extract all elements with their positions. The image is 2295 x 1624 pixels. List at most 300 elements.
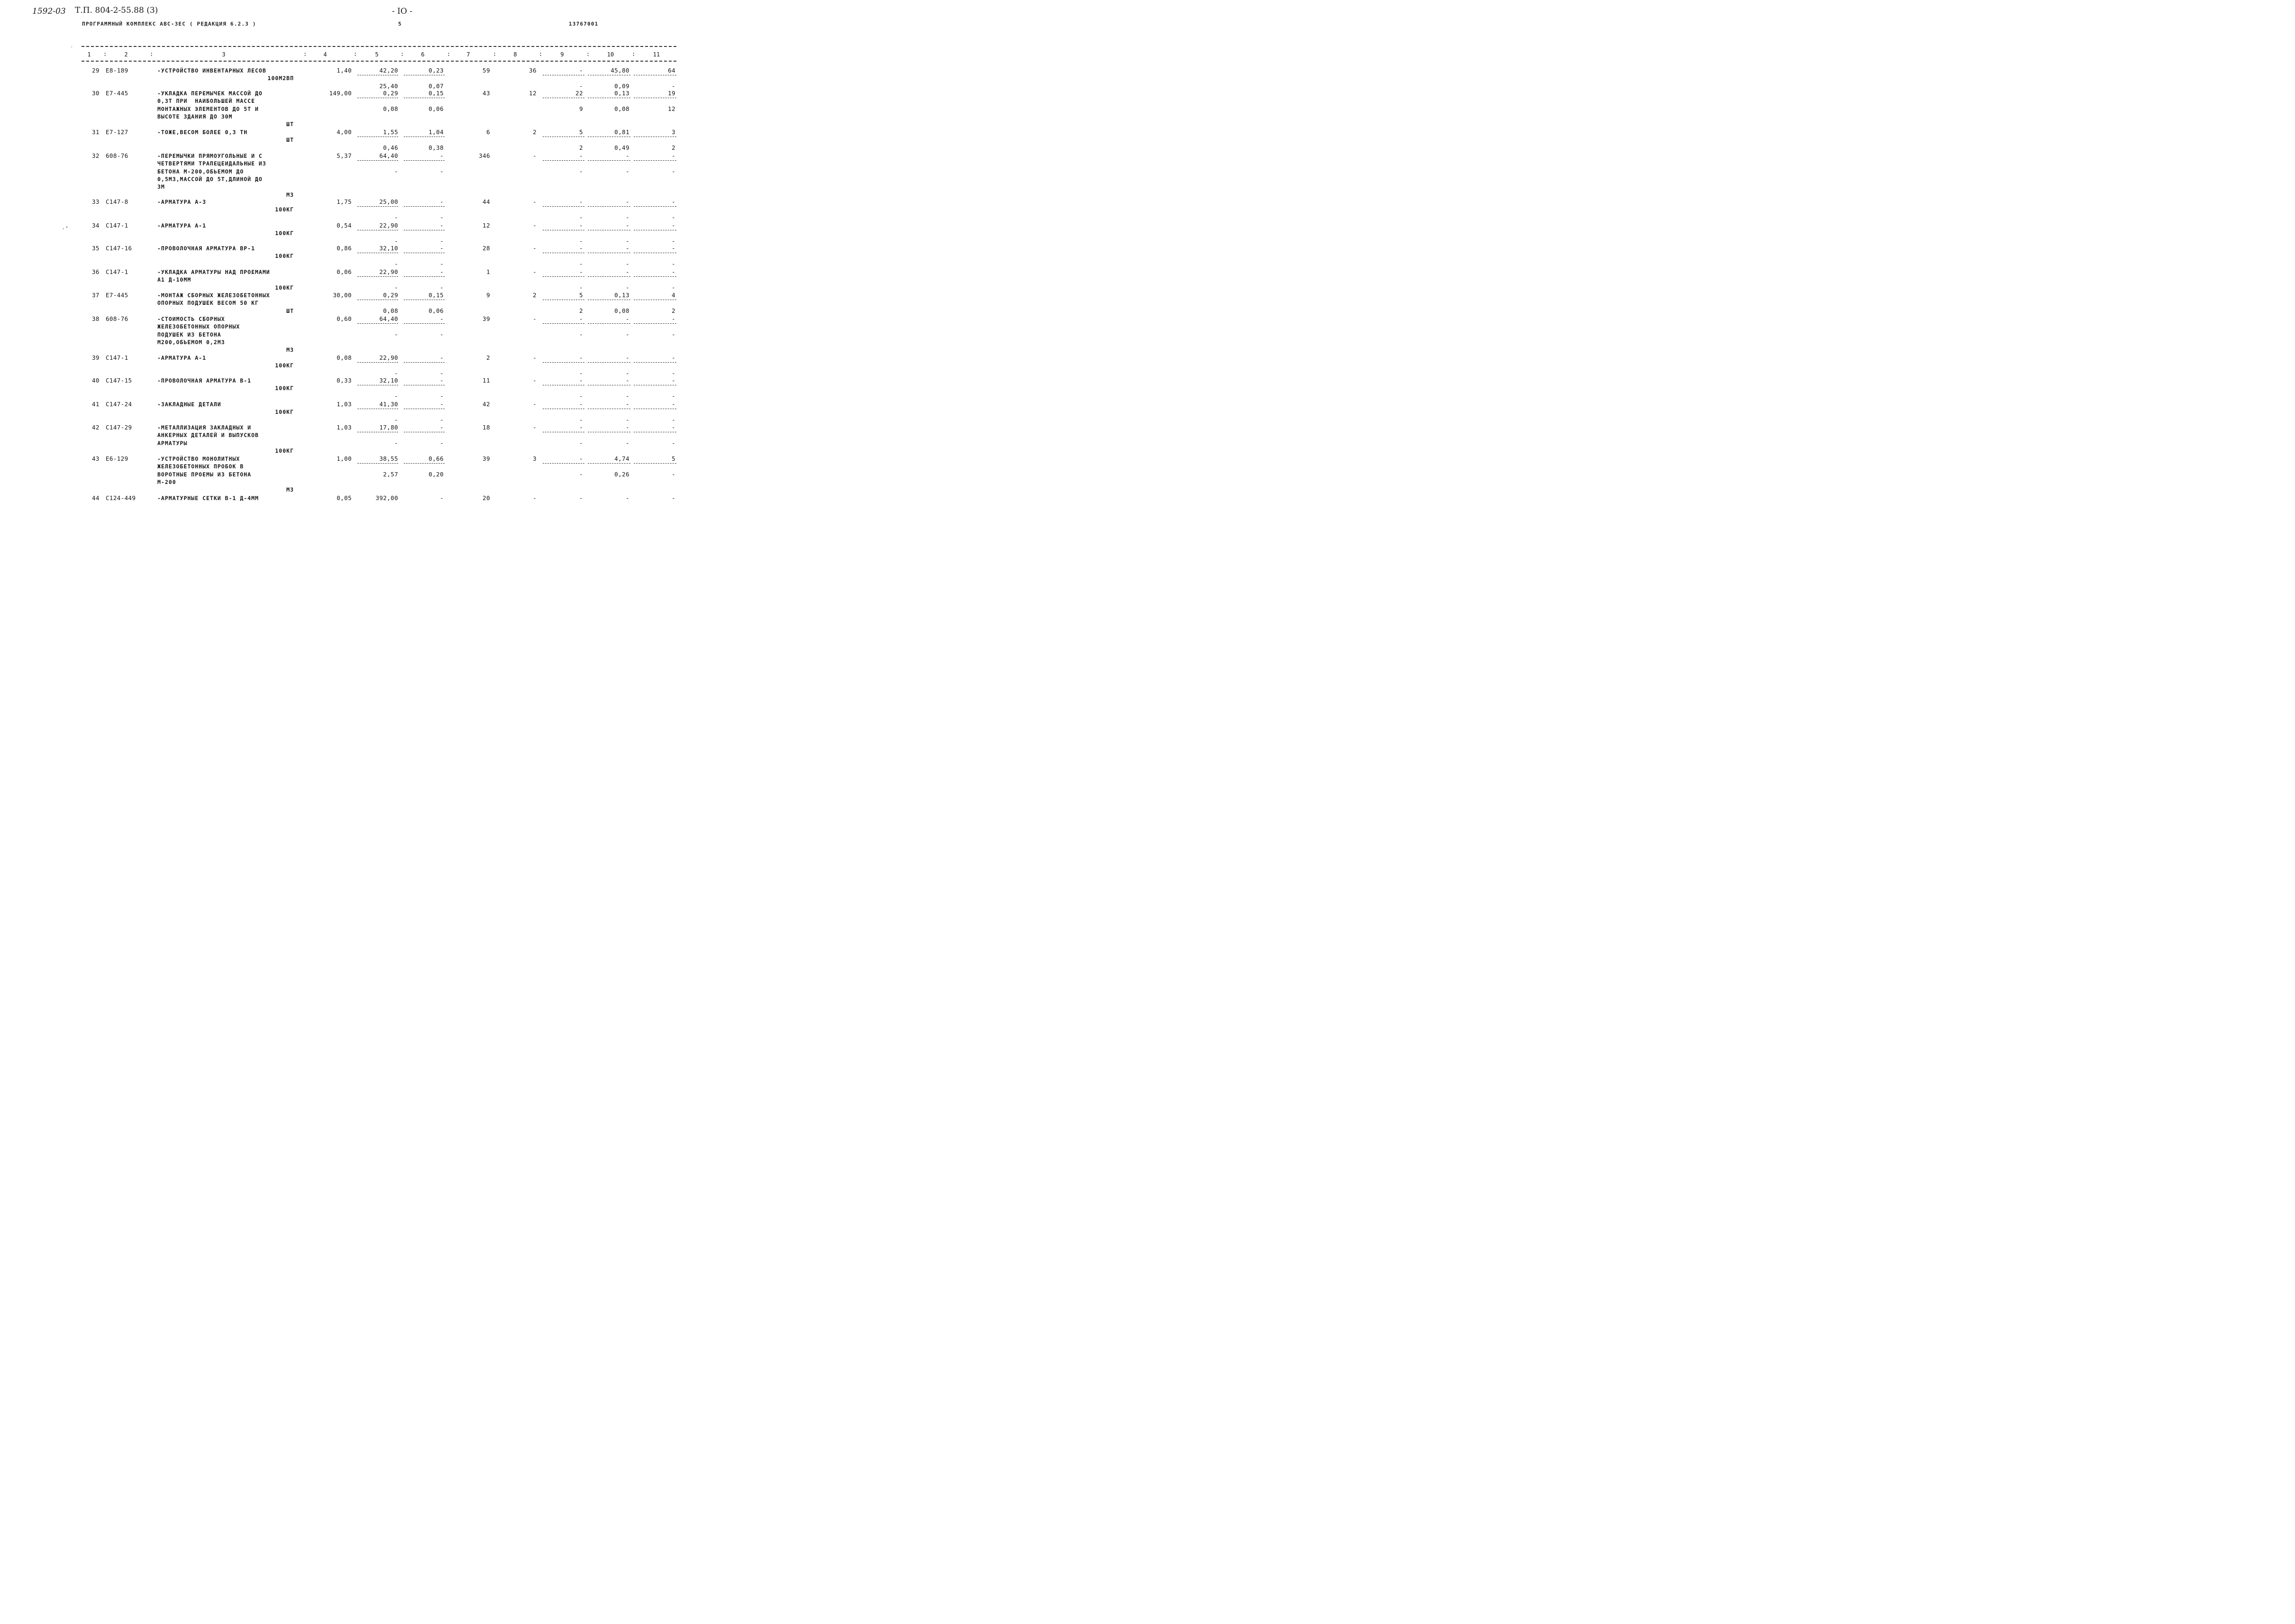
item-description: М200,ОБЬЕМОМ 0,2М3 <box>157 338 225 346</box>
total-labor: - <box>533 401 537 408</box>
unit-of-measure: 100КГ <box>275 362 294 369</box>
item-description: -УСТРОЙСТВО МОНОЛИТНЫХ <box>157 456 240 462</box>
item-description: 0,5М3,МАССОЙ ДО 5Т,ДЛИНОЙ ДО <box>157 175 263 182</box>
unit-of-measure: 100КГ <box>275 230 294 237</box>
labor-cost: 0,15 <box>428 90 444 97</box>
labor-intensity-wages: - <box>626 167 629 175</box>
cell-divider-line <box>588 276 630 277</box>
total-labor: - <box>533 494 537 502</box>
total-labor: 2 <box>533 128 537 136</box>
machine-cost: - <box>579 455 583 462</box>
machine-cost: - <box>579 401 583 408</box>
unit-cost: 32,10 <box>379 245 398 252</box>
column-separator: : <box>632 51 636 57</box>
item-description: ЖЕЛЕЗОБЕТОННЫХ ОПОРНЫХ <box>157 323 240 330</box>
unit-of-measure: 100КГ <box>275 447 294 454</box>
cell-divider-line <box>634 276 676 277</box>
labor-intensity-total: - <box>672 494 675 502</box>
item-description: АНКЕРНЫХ ДЕТАЛЕЙ И ВЫПУСКОВ <box>157 432 259 439</box>
total-labor: - <box>533 354 537 361</box>
labor-cost: - <box>440 245 444 252</box>
labor-intensity-total: 19 <box>668 90 675 97</box>
total-labor: - <box>533 268 537 275</box>
column-header-8: 8 <box>513 51 517 58</box>
labor-cost: 1,04 <box>428 128 444 136</box>
machine-cost: - <box>579 268 583 275</box>
labor-intensity-wages: 0,08 <box>614 307 629 314</box>
labor-intensity-total: 64 <box>668 67 675 74</box>
labor-cost: 0,15 <box>428 292 444 299</box>
unit-cost-wages: - <box>394 416 398 423</box>
cell-divider-line <box>543 276 584 277</box>
labor-intensity-total-wages: - <box>672 213 675 221</box>
row-number: 36 <box>92 268 100 275</box>
item-code: С147-1 <box>106 354 128 361</box>
quantity: 1,40 <box>337 67 352 74</box>
item-description: -ТОЖЕ,ВЕСОМ БОЛЕЕ 0,3 ТН <box>157 129 248 136</box>
labor-intensity-total-wages: - <box>672 369 675 377</box>
labor-intensity-wages: 0,08 <box>614 105 629 112</box>
labor-intensity-total: - <box>672 245 675 252</box>
quantity: 4,00 <box>337 128 352 136</box>
machine-cost-wages: - <box>579 439 583 447</box>
unit-cost: 0,29 <box>383 90 398 97</box>
cell-divider-line <box>357 362 398 363</box>
machine-cost: - <box>579 494 583 502</box>
labor-intensity: - <box>626 152 629 159</box>
unit-of-measure: М3 <box>286 191 294 198</box>
machine-cost-wages: - <box>579 213 583 221</box>
item-description: БЕТОНА М-200,ОБЬЕМОМ ДО <box>157 168 244 175</box>
labor-intensity-wages: - <box>626 260 629 267</box>
unit-cost-wages: 0,46 <box>383 144 398 151</box>
labor-intensity-total: - <box>672 354 675 361</box>
labor-intensity: - <box>626 424 629 431</box>
total-cost: 12 <box>483 222 490 229</box>
labor-intensity-wages: - <box>626 369 629 377</box>
column-separator: : <box>354 51 357 57</box>
column-separator: : <box>150 51 154 57</box>
scan-mark: ·ʼ <box>62 226 69 232</box>
item-description: АРМАТУРЫ <box>157 439 188 447</box>
unit-cost: 42,20 <box>379 67 398 74</box>
labor-cost: - <box>440 401 444 408</box>
unit-cost-wages: - <box>394 369 398 377</box>
unit-of-measure: 100КГ <box>275 253 294 260</box>
labor-intensity-total-wages: - <box>672 260 675 267</box>
labor-intensity-total: - <box>672 377 675 384</box>
unit-cost-wages: - <box>394 392 398 400</box>
column-separator: : <box>493 51 497 57</box>
labor-cost: - <box>440 354 444 361</box>
quantity: 0,60 <box>337 315 352 322</box>
total-cost: 42 <box>483 401 490 408</box>
document-number: 13767001 <box>569 21 599 27</box>
quantity: 0,86 <box>337 245 352 252</box>
total-labor: - <box>533 152 537 159</box>
cell-divider-line <box>588 160 630 161</box>
item-description: ЖЕЛЕЗОБЕТОННЫХ ПРОБОК В <box>157 463 244 470</box>
labor-intensity-total: - <box>672 222 675 229</box>
quantity: 1,03 <box>337 401 352 408</box>
cell-divider-line <box>404 160 445 161</box>
item-description: -ПРОВОЛОЧНАЯ АРМАТУРА В-1 <box>157 377 252 384</box>
quantity: 0,06 <box>337 268 352 275</box>
labor-intensity: - <box>626 315 629 322</box>
labor-cost-wages: - <box>440 167 444 175</box>
item-code: С124-449 <box>106 494 136 502</box>
labor-cost-wages: 0,06 <box>428 105 444 112</box>
cell-divider-line <box>404 206 445 207</box>
quantity: 1,75 <box>337 198 352 205</box>
row-number: 43 <box>92 455 100 462</box>
cell-divider-line <box>543 463 584 464</box>
unit-cost: 22,90 <box>379 222 398 229</box>
labor-intensity: - <box>626 222 629 229</box>
unit-cost-wages: 0,08 <box>383 105 398 112</box>
labor-intensity-wages: - <box>626 416 629 423</box>
item-description: -УКЛАДКА ПЕРЕМЫЧЕК МАССОЙ ДО <box>157 90 263 97</box>
total-cost: 11 <box>483 377 490 384</box>
labor-intensity: - <box>626 494 629 502</box>
labor-intensity-wages: 0,26 <box>614 470 629 478</box>
labor-intensity: 4,74 <box>614 455 629 462</box>
column-header-4: 4 <box>323 51 327 58</box>
unit-cost-wages: - <box>394 237 398 245</box>
cell-divider-line <box>404 362 445 363</box>
cell-divider-line <box>357 276 398 277</box>
item-description: А1 Д-10ММ <box>157 276 191 283</box>
labor-cost: - <box>440 424 444 431</box>
labor-intensity-total-wages: - <box>672 283 675 291</box>
item-description: М-200 <box>157 478 176 485</box>
cell-divider-line <box>634 463 676 464</box>
row-number: 32 <box>92 152 100 159</box>
labor-intensity: 0,13 <box>614 90 629 97</box>
labor-cost-wages: 0,38 <box>428 144 444 151</box>
unit-cost: 64,40 <box>379 315 398 322</box>
row-number: 42 <box>92 424 100 431</box>
item-description: -ПЕРЕМЫЧКИ ПРЯМОУГОЛЬНЫЕ И С <box>157 153 263 159</box>
labor-intensity-total: - <box>672 198 675 205</box>
handwritten-archive-number: 1592-03 <box>32 7 66 16</box>
labor-cost-wages: - <box>440 260 444 267</box>
column-separator: : <box>401 51 404 57</box>
item-description: ВОРОТНЫЕ ПРОЕМЫ ИЗ БЕТОНА <box>157 471 252 478</box>
column-separator: : <box>447 51 451 57</box>
labor-cost: 0,23 <box>428 67 444 74</box>
total-labor: 12 <box>529 90 537 97</box>
column-separator: : <box>586 51 590 57</box>
labor-intensity-total: 4 <box>672 292 675 299</box>
unit-cost: 32,10 <box>379 377 398 384</box>
row-number: 44 <box>92 494 100 502</box>
cell-divider-line <box>588 206 630 207</box>
item-code: С147-16 <box>106 245 132 252</box>
total-cost: 9 <box>486 292 490 299</box>
labor-cost-wages: - <box>440 213 444 221</box>
cell-divider-line <box>404 323 445 324</box>
total-cost: 39 <box>483 315 490 322</box>
labor-intensity-total-wages: - <box>672 439 675 447</box>
labor-intensity: - <box>626 245 629 252</box>
row-number: 31 <box>92 128 100 136</box>
cell-divider-line <box>357 160 398 161</box>
machine-cost-wages: - <box>579 416 583 423</box>
cell-divider-line <box>634 206 676 207</box>
labor-cost-wages: 0,20 <box>428 470 444 478</box>
labor-cost-wages: 0,06 <box>428 307 444 314</box>
labor-cost: - <box>440 198 444 205</box>
item-code: Е7-445 <box>106 292 128 299</box>
item-description: -УКЛАДКА АРМАТУРЫ НАД ПРОЕМАМИ <box>157 269 270 275</box>
machine-cost: - <box>579 245 583 252</box>
labor-cost: - <box>440 268 444 275</box>
total-cost: 2 <box>486 354 490 361</box>
unit-cost-wages: 25,40 <box>379 82 398 90</box>
unit-of-measure: 100КГ <box>275 284 294 291</box>
machine-cost-wages: - <box>579 167 583 175</box>
program-code: 5 <box>398 21 402 27</box>
machine-cost: 5 <box>579 292 583 299</box>
labor-intensity-total-wages: - <box>672 82 675 90</box>
total-cost: 43 <box>483 90 490 97</box>
total-cost: 6 <box>486 128 490 136</box>
item-code: 608-76 <box>106 315 128 322</box>
column-separator: : <box>539 51 543 57</box>
total-cost: 18 <box>483 424 490 431</box>
labor-intensity-wages: - <box>626 237 629 245</box>
total-labor: 36 <box>529 67 537 74</box>
item-code: С147-15 <box>106 377 132 384</box>
unit-cost-wages: - <box>394 439 398 447</box>
machine-cost: 22 <box>575 90 583 97</box>
item-code: 608-76 <box>106 152 128 159</box>
unit-cost: 392,00 <box>375 494 398 502</box>
row-number: 30 <box>92 90 100 97</box>
column-header-1: 1 <box>87 51 91 58</box>
labor-intensity-total-wages: - <box>672 330 675 338</box>
row-number: 40 <box>92 377 100 384</box>
item-code: С147-1 <box>106 222 128 229</box>
total-labor: - <box>533 424 537 431</box>
item-code: Е7-445 <box>106 90 128 97</box>
row-number: 39 <box>92 354 100 361</box>
item-code: С147-1 <box>106 268 128 275</box>
labor-intensity-total-wages: 2 <box>672 144 675 151</box>
column-separator: : <box>103 51 107 57</box>
labor-intensity-total-wages: - <box>672 237 675 245</box>
unit-of-measure: ШТ <box>286 307 294 314</box>
cell-divider-line <box>357 323 398 324</box>
cell-divider-line <box>543 362 584 363</box>
row-number: 38 <box>92 315 100 322</box>
table-header-bottom-rule <box>82 61 676 62</box>
machine-cost-wages: 2 <box>579 144 583 151</box>
item-description: 0,3Т ПРИ НАИБОЛЬШЕЙ МАССЕ <box>157 98 255 105</box>
total-cost: 1 <box>486 268 490 275</box>
item-code: Е7-127 <box>106 128 128 136</box>
item-description: -ПРОВОЛОЧНАЯ АРМАТУРА ВР-1 <box>157 245 255 252</box>
item-description: -УСТРОЙСТВО ИНВЕНТАРНЫХ ЛЕСОВ <box>157 67 266 74</box>
labor-intensity-wages: 0,09 <box>614 82 629 90</box>
column-header-9: 9 <box>560 51 564 58</box>
machine-cost: - <box>579 222 583 229</box>
labor-cost-wages: - <box>440 369 444 377</box>
total-labor: - <box>533 198 537 205</box>
labor-intensity-total-wages: - <box>672 167 675 175</box>
cell-divider-line <box>634 323 676 324</box>
item-description: МОНТАЖНЫХ ЭЛЕМЕНТОВ ДО 5Т И <box>157 105 259 112</box>
unit-of-measure: М3 <box>286 347 294 354</box>
labor-intensity: 0,13 <box>614 292 629 299</box>
labor-intensity-wages: - <box>626 392 629 400</box>
cell-divider-line <box>404 276 445 277</box>
machine-cost-wages: 9 <box>579 105 583 112</box>
total-labor: 2 <box>533 292 537 299</box>
unit-cost-wages: - <box>394 167 398 175</box>
machine-cost-wages: - <box>579 260 583 267</box>
unit-of-measure: 100КГ <box>275 409 294 416</box>
column-header-6: 6 <box>421 51 425 58</box>
machine-cost-wages: - <box>579 470 583 478</box>
labor-cost-wages: - <box>440 237 444 245</box>
labor-intensity-total: - <box>672 152 675 159</box>
item-description: ПОДУШЕК ИЗ БЕТОНА <box>157 331 221 338</box>
machine-cost: - <box>579 315 583 322</box>
unit-of-measure: ШТ <box>286 121 294 128</box>
item-code: С147-24 <box>106 401 132 408</box>
total-labor: - <box>533 245 537 252</box>
item-description: -ЗАКЛАДНЫЕ ДЕТАЛИ <box>157 401 221 408</box>
labor-cost-wages: - <box>440 439 444 447</box>
labor-intensity-wages: 0,49 <box>614 144 629 151</box>
total-cost: 20 <box>483 494 490 502</box>
labor-cost-wages: 0,07 <box>428 82 444 90</box>
unit-cost: 25,00 <box>379 198 398 205</box>
labor-cost: - <box>440 315 444 322</box>
unit-of-measure: 100КГ <box>275 206 294 213</box>
labor-intensity-total-wages: - <box>672 416 675 423</box>
unit-cost-wages: - <box>394 283 398 291</box>
unit-cost: 1,55 <box>383 128 398 136</box>
labor-intensity-wages: - <box>626 330 629 338</box>
row-number: 34 <box>92 222 100 229</box>
unit-cost-wages: - <box>394 330 398 338</box>
unit-cost: 22,90 <box>379 354 398 361</box>
unit-of-measure: 100М2ВП <box>267 75 294 82</box>
unit-cost-wages: 0,08 <box>383 307 398 314</box>
unit-cost: 0,29 <box>383 292 398 299</box>
quantity: 1,00 <box>337 455 352 462</box>
unit-of-measure: 100КГ <box>275 385 294 392</box>
column-header-7: 7 <box>466 51 470 58</box>
total-labor: - <box>533 315 537 322</box>
labor-intensity-wages: - <box>626 283 629 291</box>
item-code: Е6-129 <box>106 455 128 462</box>
labor-cost: 0,66 <box>428 455 444 462</box>
cell-divider-line <box>588 323 630 324</box>
page-number: - IO - <box>392 7 412 16</box>
cell-divider-line <box>357 463 398 464</box>
unit-cost: 41,30 <box>379 401 398 408</box>
item-description: -МОНТАЖ СБОРНЫХ ЖЕЛЕЗОБЕТОННЫХ <box>157 292 270 299</box>
project-code: Т.П. 804-2-55.88 (3) <box>75 6 158 15</box>
total-cost: 346 <box>479 152 490 159</box>
cell-divider-line <box>634 362 676 363</box>
row-number: 33 <box>92 198 100 205</box>
labor-cost: - <box>440 377 444 384</box>
total-labor: - <box>533 222 537 229</box>
machine-cost: 5 <box>579 128 583 136</box>
labor-intensity: - <box>626 377 629 384</box>
unit-of-measure: М3 <box>286 486 294 493</box>
cell-divider-line <box>404 463 445 464</box>
labor-intensity-total: 3 <box>672 128 675 136</box>
quantity: 5,37 <box>337 152 352 159</box>
row-number: 41 <box>92 401 100 408</box>
unit-cost: 38,55 <box>379 455 398 462</box>
total-cost: 39 <box>483 455 490 462</box>
machine-cost: - <box>579 152 583 159</box>
labor-cost-wages: - <box>440 330 444 338</box>
quantity: 0,33 <box>337 377 352 384</box>
labor-intensity-total-wages: 12 <box>668 105 675 112</box>
labor-intensity: - <box>626 401 629 408</box>
unit-cost-wages: 2,57 <box>383 470 398 478</box>
total-cost: 28 <box>483 245 490 252</box>
total-cost: 44 <box>483 198 490 205</box>
cell-divider-line <box>543 206 584 207</box>
total-labor: 3 <box>533 455 537 462</box>
item-description: -АРМАТУРНЫЕ СЕТКИ В-1 Д-4ММ <box>157 495 259 502</box>
cell-divider-line <box>543 323 584 324</box>
program-title: ПРОГРАММНЫЙ КОМПЛЕКС АВС-3ЕС ( РЕДАКЦИЯ 6.2.3 ) <box>82 21 256 27</box>
machine-cost: - <box>579 377 583 384</box>
quantity: 149,00 <box>329 90 352 97</box>
total-cost: 59 <box>483 67 490 74</box>
machine-cost-wages: 2 <box>579 307 583 314</box>
labor-intensity: - <box>626 198 629 205</box>
labor-intensity-total: - <box>672 268 675 275</box>
item-description: ОПОРНЫХ ПОДУШЕК ВЕСОМ 50 КГ <box>157 300 259 307</box>
machine-cost: - <box>579 198 583 205</box>
labor-intensity: - <box>626 354 629 361</box>
labor-intensity-total: - <box>672 315 675 322</box>
cell-divider-line <box>357 206 398 207</box>
labor-cost: - <box>440 152 444 159</box>
item-description: ЧЕТВЕРТЯМИ ТРАПЕЦЕИДАЛЬНЫЕ ИЗ <box>157 160 266 167</box>
unit-cost-wages: - <box>394 213 398 221</box>
labor-intensity-total-wages: - <box>672 470 675 478</box>
item-description: ВЫСОТЕ ЗДАНИЯ ДО 30М <box>157 113 233 120</box>
item-description: -АРМАТУРА А-3 <box>157 199 207 205</box>
item-description: -МЕТАЛЛИЗАЦИЯ ЗАКЛАДНЫХ И <box>157 424 252 431</box>
unit-cost: 64,40 <box>379 152 398 159</box>
unit-cost: 17,80 <box>379 424 398 431</box>
labor-intensity: - <box>626 268 629 275</box>
machine-cost-wages: - <box>579 392 583 400</box>
item-description: 3М <box>157 183 165 191</box>
machine-cost-wages: - <box>579 82 583 90</box>
item-description: -АРМАТУРА А-1 <box>157 222 207 229</box>
total-labor: - <box>533 377 537 384</box>
item-code: С147-8 <box>106 198 128 205</box>
cell-divider-line <box>588 362 630 363</box>
unit-of-measure: ШТ <box>286 137 294 144</box>
labor-intensity-total-wages: - <box>672 392 675 400</box>
item-description: -АРМАТУРА А-1 <box>157 355 207 361</box>
